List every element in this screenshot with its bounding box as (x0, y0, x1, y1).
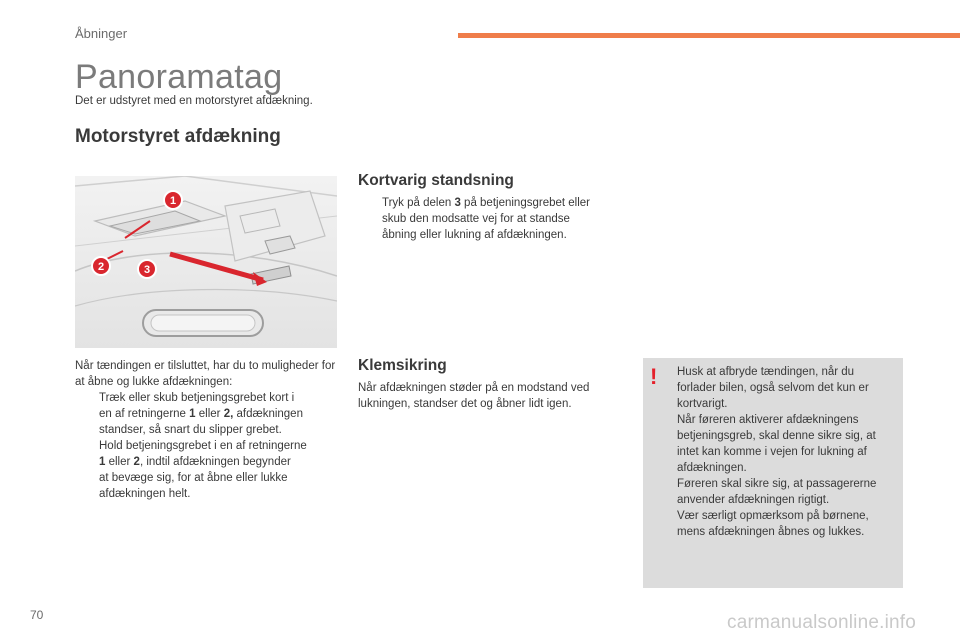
watermark: carmanualsonline.info (727, 612, 917, 633)
short-stop-text: Tryk på delen 3 på betjeningsgrebet eller skub den modsatte vej for at standse åbning eller lukning af afdækningen. (382, 197, 591, 241)
warning-line: forlader bilen, også selvom det kun er (677, 382, 869, 394)
bullet-mark-icon (358, 195, 382, 243)
warning-line: Vær særligt opmærksom på børnene, (677, 510, 869, 522)
warning-line: kortvarigt. (677, 398, 728, 410)
left-paragraph: Når tændingen er tilsluttet, har du to muligheder for at åbne og lukke afdækningen: (75, 360, 336, 388)
short-stop-bullet (358, 195, 618, 243)
warning-line: intet kan komme i vejen for lukning af (677, 446, 867, 458)
intro-text: Det er udstyret med en motorstyret afdækning. (75, 95, 313, 107)
left-column (75, 358, 345, 502)
page-title: Panoramatag (75, 58, 283, 96)
bullet-mark-icon (75, 438, 99, 502)
section-accent-bar (458, 33, 960, 38)
anti-pinch-heading: Klemsikring (358, 357, 447, 374)
callout-1: 1 (169, 195, 177, 207)
warning-text (677, 364, 895, 540)
bullet-1-text: Træk eller skub betjeningsgrebet kort i en af retningerne 1 eller 2, afdækningen standser, så snart du slipper grebet. (99, 392, 303, 436)
warning-line: anvender afdækningen rigtigt. (677, 494, 830, 506)
warning-icon: ! (650, 364, 658, 389)
motor-cover-heading: Motorstyret afdækning (75, 126, 281, 147)
page-number: 70 (30, 608, 44, 622)
warning-line: Når føreren aktiverer afdækningens (677, 414, 859, 426)
warning-line: Husk at afbryde tændingen, når du (677, 366, 855, 378)
roof-control-illustration (75, 176, 337, 348)
warning-line: afdækningen. (677, 462, 747, 474)
warning-line: betjeningsgreb, skal denne sikre sig, at (677, 430, 876, 442)
callout-3: 3 (143, 264, 151, 276)
warning-line: mens afdækningen åbnes og lukkes. (677, 526, 865, 538)
bullet-mark-icon (75, 390, 99, 438)
roof-control-drawing (75, 176, 337, 348)
warning-line: Føreren skal sikre sig, at passagererne (677, 478, 877, 490)
bullet-2-text: Hold betjeningsgrebet i en af retningerne 1 eller 2, indtil afdækningen begynder at bevæge sig, for at åbne eller lukke afdækningen helt. (99, 440, 307, 500)
section-header: Åbninger (75, 26, 128, 41)
short-stop-heading: Kortvarig standsning (358, 172, 514, 189)
callout-2: 2 (97, 261, 105, 273)
anti-pinch-text: Når afdækningen støder på en modstand ved lukningen, standser det og åbner lidt igen. (358, 382, 590, 410)
bullet-2 (75, 438, 345, 502)
bullet-1 (75, 390, 345, 438)
